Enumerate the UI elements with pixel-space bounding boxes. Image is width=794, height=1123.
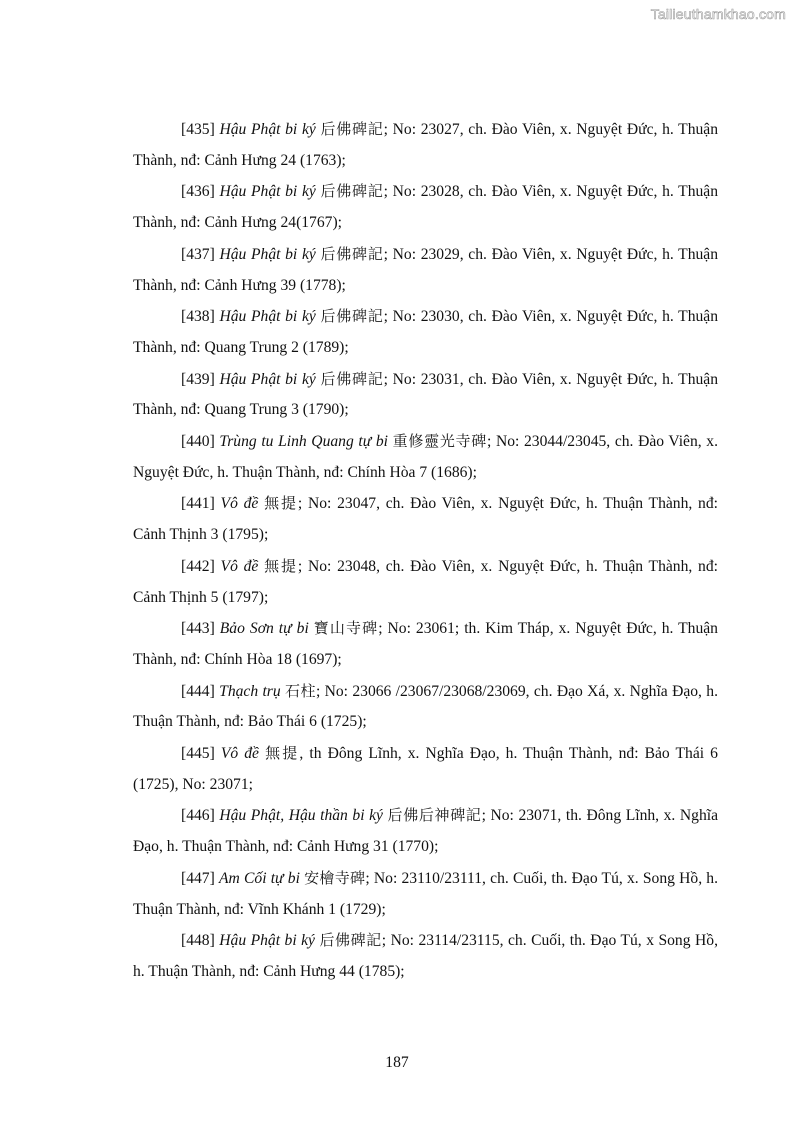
reference-number: [448] [181,932,215,950]
han-nom-title: 無提 [264,556,298,575]
inscription-title: Hậu Phật bi ký [219,370,316,388]
han-nom-title: 后佛碑記 [319,931,382,950]
inscription-title: Hậu Phật bi ký [219,121,316,138]
reference-number: [435] [181,121,215,138]
han-nom-title: 無提 [264,494,298,513]
reference-details: ; No: 23030, ch. Đào Viên, x. Nguyệt Đức, h. Thuận Thành, nđ: Quang Trung 2 (1789); [133,308,718,356]
han-nom-title: 后佛碑記 [320,182,384,201]
reference-number: [446] [181,807,215,825]
reference-details: ; No: 23110/23111, ch. Cuối, th. Đạo Tú, x. Song Hồ, h. Thuận Thành, nđ: Vĩnh Khánh 1 (1729); [133,869,718,918]
watermark: Tailieuthamkhao.com [650,6,786,22]
reference-number: [437] [181,245,215,263]
inscription-title: Hậu Phật bi ký [219,245,316,263]
reference-number: [439] [181,370,215,388]
reference-number: [447] [181,869,215,887]
reference-number: [440] [181,433,215,451]
reference-details: ; No: 23114/23115, ch. Cuối, th. Đạo Tú, x Song Hồ, h. Thuận Thành, nđ: Cảnh Hưng 44 (1785); [133,932,718,980]
han-nom-title: 重修靈光寺碑 [392,432,488,451]
inscription-title: Trùng tu Linh Quang tự bi [219,433,388,451]
han-nom-title: 后佛碑記 [320,369,384,388]
han-nom-title: 安檜寺碑 [304,868,366,887]
reference-details: ; No: 23027, ch. Đào Viên, x. Nguyệt Đức, h. Thuận Thành, nđ: Cảnh Hưng 24 (1763); [133,121,718,169]
reference-entry-442 [133,551,718,613]
reference-details: ; No: 23047, ch. Đào Viên, x. Nguyệt Đức, h. Thuận Thành, nđ: Cảnh Thịnh 3 (1795); [133,495,718,544]
reference-entry-448 [133,925,718,987]
han-nom-title: 后佛碑記 [320,120,384,138]
inscription-title: Vô đề [220,495,259,513]
han-nom-title: 寶山寺碑 [313,619,379,638]
reference-list [133,114,718,988]
han-nom-title: 后佛碑記 [320,307,384,326]
reference-details: ; No: 23048, ch. Đào Viên, x. Nguyệt Đức, h. Thuận Thành, nđ: Cảnh Thịnh 5 (1797); [133,557,718,606]
reference-entry-439 [133,364,718,426]
reference-entry-446 [133,800,718,862]
reference-number: [441] [181,495,215,513]
inscription-title: Vô đề [220,745,259,763]
reference-entry-440 [133,426,718,488]
reference-entry-438 [133,301,718,363]
reference-entry-444 [133,676,718,738]
reference-entry-445 [133,738,718,800]
reference-details: ; No: 23044/23045, ch. Đào Viên, x. Nguyệt Đức, h. Thuận Thành, nđ: Chính Hòa 7 (1686); [133,433,718,481]
reference-entry-443 [133,613,718,675]
han-nom-title: 后佛后神碑記 [387,806,482,825]
inscription-title: Bảo Sơn tự bi [219,620,309,638]
reference-details: ; No: 23031, ch. Đào Viên, x. Nguyệt Đức, h. Thuận Thành, nđ: Quang Trung 3 (1790); [133,370,718,419]
reference-details: ; No: 23071, th. Đông Lĩnh, x. Nghĩa Đạo, h. Thuận Thành, nđ: Cảnh Hưng 31 (1770); [133,807,718,856]
reference-entry-436 [133,176,718,238]
inscription-title: Hậu Phật bi ký [219,183,316,201]
reference-details: ; No: 23061; th. Kim Tháp, x. Nguyệt Đức, h. Thuận Thành, nđ: Chính Hòa 18 (1697); [133,620,718,668]
reference-number: [442] [181,557,215,575]
page-number: 187 [385,1054,409,1071]
reference-entry-441 [133,488,718,550]
reference-entry-447 [133,863,718,925]
inscription-title: Vô đề [220,557,259,575]
inscription-title: Hậu Phật, Hậu thần bi ký [219,807,383,825]
inscription-title: Am Cối tự bi [219,869,300,887]
reference-entry-435 [133,114,718,176]
reference-details: ; No: 23028, ch. Đào Viên, x. Nguyệt Đức, h. Thuận Thành, nđ: Cảnh Hưng 24(1767); [133,183,718,232]
han-nom-title: 后佛碑記 [320,244,384,263]
reference-number: [444] [181,682,215,700]
han-nom-title: 無提 [265,744,300,763]
reference-number: [438] [181,308,215,326]
han-nom-title: 石柱 [285,681,316,700]
inscription-title: Hậu Phật bi ký [219,932,315,950]
reference-details: , th Đông Lĩnh, x. Nghĩa Đạo, h. Thuận Thành, nđ: Bảo Thái 6 (1725), No: 23071; [133,745,718,793]
reference-details: ; No: 23029, ch. Đào Viên, x. Nguyệt Đức, h. Thuận Thành, nđ: Cảnh Hưng 39 (1778); [133,245,718,294]
reference-number: [445] [181,745,215,763]
reference-details: ; No: 23066 /23067/23068/23069, ch. Đạo Xá, x. Nghĩa Đạo, h. Thuận Thành, nđ: Bảo Thái 6 (1725); [133,682,718,731]
reference-entry-437 [133,239,718,301]
reference-number: [443] [181,620,215,638]
inscription-title: Hậu Phật bi ký [219,308,316,326]
reference-number: [436] [181,183,215,201]
inscription-title: Thạch trụ [219,682,281,700]
